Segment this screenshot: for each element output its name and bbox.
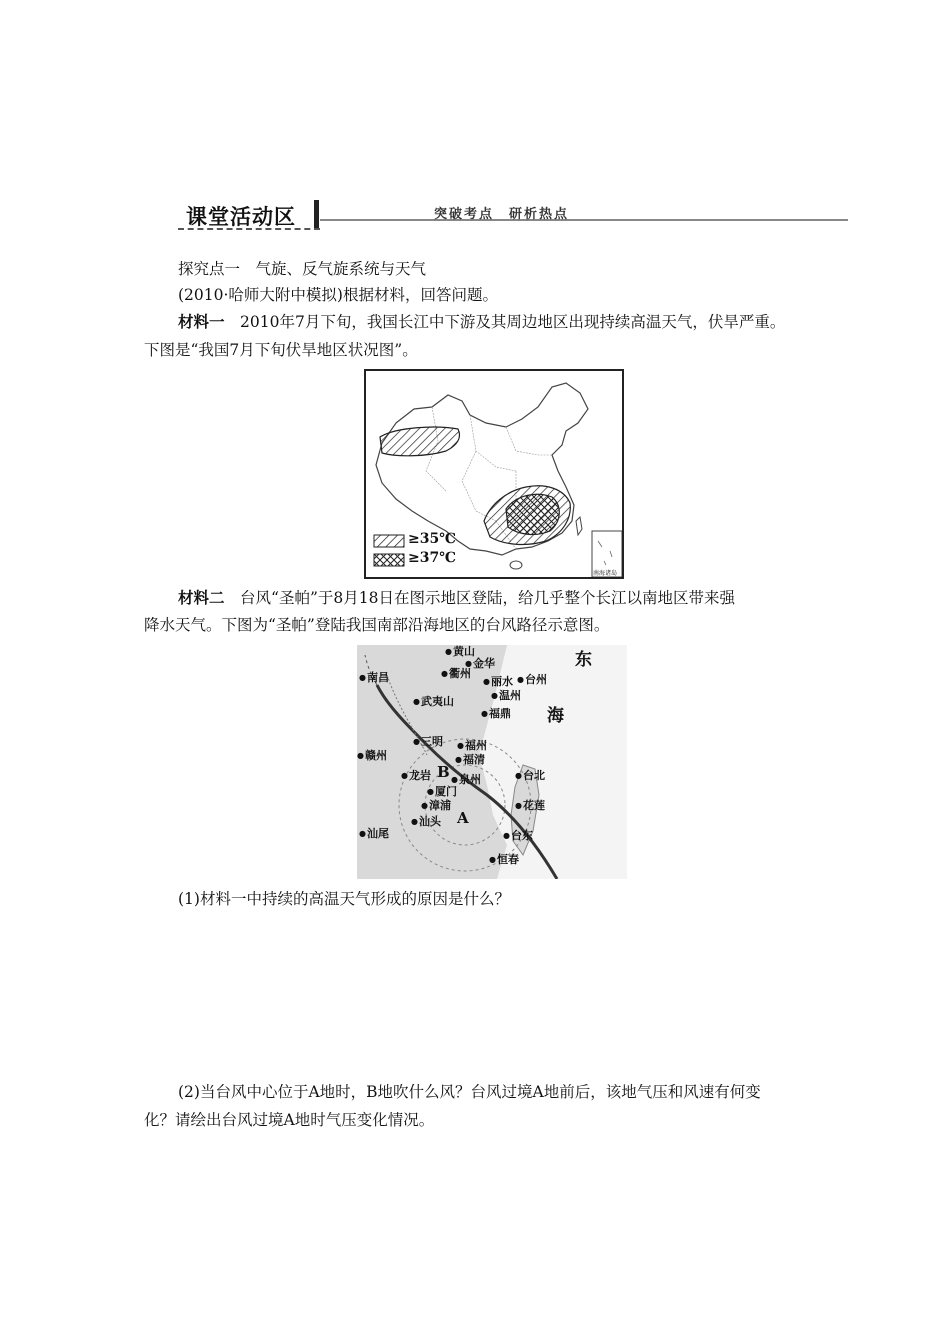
sea-label-hai: 海 xyxy=(547,706,564,726)
city-taizhou: ● 台州 xyxy=(517,671,547,687)
china-map-svg xyxy=(366,371,622,577)
banner-divider-bar xyxy=(314,200,319,228)
material1-paragraph xyxy=(178,311,785,333)
material2-label: 材料二 xyxy=(178,589,225,607)
question-2-line1: (2)当台风中心位于A地时，B地吹什么风？台风过境A地前后，该地气压和风速有何变 xyxy=(178,1083,761,1101)
point-a-label: A xyxy=(457,809,469,827)
city-huangshan: ● 黄山 xyxy=(445,645,475,659)
sea-label-dong: 东 xyxy=(575,650,592,670)
banner-dashed-underline xyxy=(178,228,320,230)
question-1: (1)材料一中持续的高温天气形成的原因是什么？ xyxy=(178,890,510,908)
city-jinhua: ● 金华 xyxy=(465,655,495,671)
city-shantou: ● 汕头 xyxy=(411,813,441,829)
material1-line1: 2010年7月下旬，我国长江中下游及其周边地区出现持续高温天气，伏旱严重。 xyxy=(240,313,786,331)
china-drought-map xyxy=(364,369,624,579)
city-shanwei: ● 汕尾 xyxy=(359,825,389,841)
city-xiamen: ● 厦门 xyxy=(427,783,457,799)
material2-line1: 台风“圣帕”于8月18日在图示地区登陆，给几乎整个长江以南地区带来强 xyxy=(240,589,735,607)
banner-rule xyxy=(320,219,848,221)
question-2-line2: 化？请绘出台风过境A地时气压变化情况。 xyxy=(144,1111,435,1129)
city-zhangpu: ● 漳浦 xyxy=(421,797,451,813)
city-quanzhou: ● 泉州 xyxy=(451,771,481,787)
city-fuding: ● 福鼎 xyxy=(481,705,511,721)
typhoon-path-map xyxy=(357,645,627,879)
city-wuyishan: ● 武夷山 xyxy=(413,693,454,709)
city-longyan: ● 龙岩 xyxy=(401,767,431,783)
material1-label: 材料一 xyxy=(178,313,225,331)
city-hualian: ● 花莲 xyxy=(515,797,545,813)
section-heading: 探究点一 气旋、反气旋系统与天气 xyxy=(178,260,427,278)
banner-subtitle: 突破考点 研析热点 xyxy=(434,207,570,222)
city-nanchang: ● 南昌 xyxy=(359,669,389,685)
city-sanming: ● 三明 xyxy=(413,733,443,749)
material1-line2: 下图是“我国7月下旬伏旱地区状况图”。 xyxy=(144,341,418,359)
city-fuqing: ● 福清 xyxy=(455,751,485,767)
material2-paragraph xyxy=(178,587,735,609)
legend-label-35: ≥35℃ xyxy=(408,531,456,547)
inset-label: 南海诸岛 xyxy=(593,570,618,577)
city-hengchun: ● 恒春 xyxy=(489,851,519,867)
banner-title: 课堂活动区 xyxy=(186,205,296,229)
city-fuzhou: ● 福州 xyxy=(457,737,487,753)
source-line: (2010·哈师大附中模拟)根据材料，回答问题。 xyxy=(178,286,498,304)
legend-swatch-37 xyxy=(374,554,404,566)
city-quzhou: ● 衢州 xyxy=(441,665,471,681)
legend-swatch-35 xyxy=(374,535,404,547)
city-lishui: ● 丽水 xyxy=(483,673,513,689)
city-ganzhou: ● 赣州 xyxy=(357,747,387,763)
city-taibei: ● 台北 xyxy=(515,767,545,783)
legend-label-37: ≥37℃ xyxy=(408,550,456,566)
city-taidong: ● 台东 xyxy=(503,827,533,843)
city-wenzhou: ● 温州 xyxy=(491,687,521,703)
material2-line2: 降水天气。下图为“圣帕”登陆我国南部沿海地区的台风路径示意图。 xyxy=(144,616,610,634)
point-b-label: B xyxy=(437,763,450,781)
